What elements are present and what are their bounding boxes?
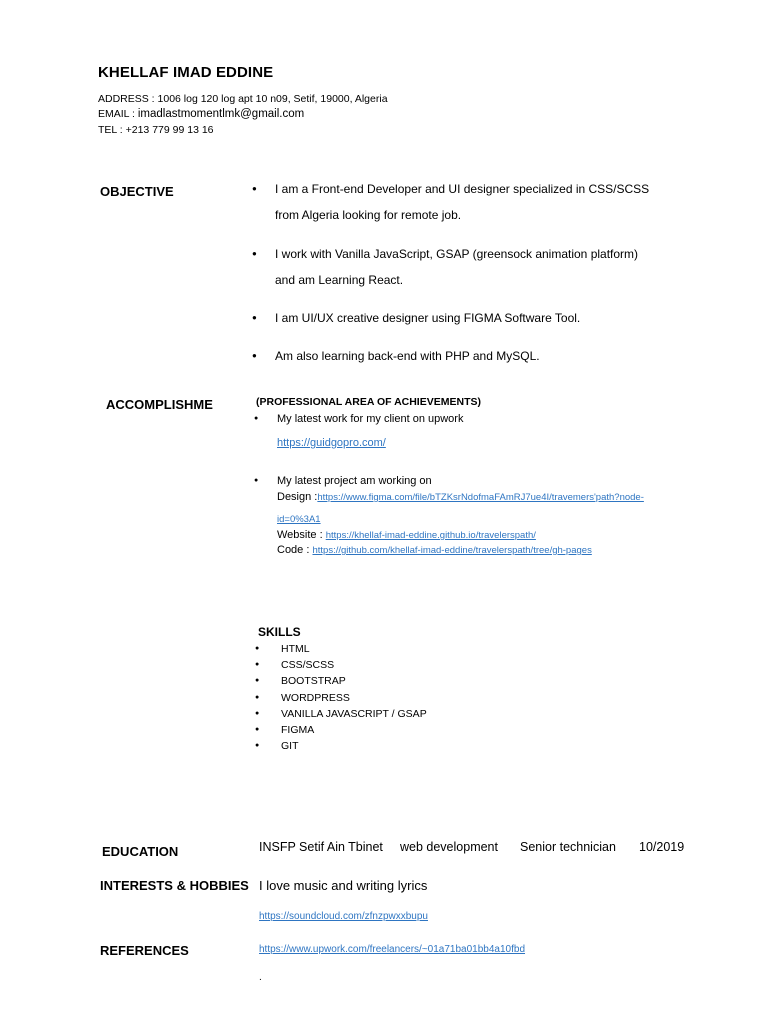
skill-item <box>255 643 455 659</box>
skill-item <box>255 692 455 708</box>
skill-item <box>255 675 455 691</box>
address-value: 1006 log 120 log apt 10 n09, Setif, 19000, Algeria <box>157 93 388 105</box>
bullet-icon: ● <box>255 645 260 652</box>
bullet-icon: ● <box>252 351 257 360</box>
bullet-icon: ● <box>255 726 260 733</box>
skill-item <box>255 659 455 675</box>
education-school: INSFP Setif Ain Tbinet <box>259 840 383 854</box>
bullet-icon: ● <box>255 742 260 749</box>
objective-line: from Algeria looking for remote job. <box>275 208 462 222</box>
code-label: Code : <box>277 544 313 556</box>
skill-label: CSS/SCSS <box>281 659 335 671</box>
website-link[interactable]: https://khellaf-imad-eddine.github.io/travelerspath/ <box>325 530 536 541</box>
interests-text: I love music and writing lyrics <box>259 878 428 893</box>
objective-line: I am a Front-end Developer and UI designer specialized in CSS/SCSS <box>275 182 650 196</box>
interests-heading: INTERESTS & HOBBIES <box>100 878 249 893</box>
soundcloud-link[interactable]: https://soundcloud.com/zfnzpwxxbupu <box>259 911 428 922</box>
email-line <box>98 108 304 120</box>
email-value: imadlastmomentlmk@gmail.com <box>137 108 305 120</box>
education-heading: EDUCATION <box>102 844 179 859</box>
objective-item <box>252 241 702 293</box>
skill-item <box>255 708 475 724</box>
bullet-icon: ● <box>252 249 257 258</box>
tel-line <box>98 124 214 136</box>
upwork-link[interactable]: https://www.upwork.com/freelancers/~01a71ba01bb4a10fbd <box>259 944 526 955</box>
github-code-link[interactable]: https://github.com/khellaf-imad-eddine/travelerspath/tree/gh-pages <box>312 545 592 556</box>
trailing-dot: . <box>259 972 262 983</box>
accomplishment-text: My latest work for my client on upwork <box>277 413 464 425</box>
resume-name: KHELLAF IMAD EDDINE <box>98 64 274 81</box>
accomplishment-item <box>254 475 654 491</box>
accomplishments-subtitle: (PROFESSIONAL AREA OF ACHIEVEMENTS) <box>256 396 481 408</box>
skill-item <box>255 740 455 756</box>
skill-label: WORDPRESS <box>281 692 350 704</box>
website-label: Website : <box>277 529 326 541</box>
guidgopro-link[interactable]: https://guidgopro.com/ <box>277 437 386 449</box>
figma-design-link[interactable]: https://www.figma.com/file/bTZKsrNdofmaFAmRJ7ue4I/travemers'path?node- <box>317 492 644 503</box>
design-label: Design : <box>277 491 318 503</box>
objective-item <box>252 305 702 331</box>
website-line <box>277 529 536 541</box>
education-degree: Senior technician <box>520 840 616 854</box>
design-line <box>277 491 644 503</box>
objective-line: and am Learning React. <box>275 273 404 287</box>
skill-label: GIT <box>281 740 299 752</box>
skills-heading: SKILLS <box>258 625 301 639</box>
references-heading: REFERENCES <box>100 943 189 958</box>
figma-design-link-continued[interactable]: id=0%3A1 <box>277 514 321 525</box>
objective-line: I work with Vanilla JavaScript, GSAP (greensock animation platform) <box>275 247 639 261</box>
education-field: web development <box>400 840 498 854</box>
bullet-icon: ● <box>254 415 259 422</box>
skill-label: HTML <box>281 643 310 655</box>
bullet-icon: ● <box>255 694 260 701</box>
education-date: 10/2019 <box>639 840 685 854</box>
bullet-icon: ● <box>255 661 260 668</box>
code-line <box>277 544 592 556</box>
skill-item <box>255 724 455 740</box>
accomplishments-heading: ACCOMPLISHME <box>106 397 213 412</box>
bullet-icon: ● <box>252 184 257 193</box>
bullet-icon: ● <box>254 477 259 484</box>
accomplishment-text: My latest project am working on <box>277 475 432 487</box>
skill-label: FIGMA <box>281 724 315 736</box>
bullet-icon: ● <box>252 313 257 322</box>
objective-line: Am also learning back-end with PHP and MySQL. <box>275 349 540 363</box>
bullet-icon: ● <box>255 710 260 717</box>
email-label: EMAIL : <box>98 108 138 120</box>
accomplishment-item <box>254 413 654 429</box>
objective-item <box>252 176 702 228</box>
skill-label: BOOTSTRAP <box>281 675 346 687</box>
objective-line: I am UI/UX creative designer using FIGMA Software Tool. <box>275 311 581 325</box>
objective-heading: OBJECTIVE <box>100 184 174 199</box>
address-label: ADDRESS : <box>98 93 158 105</box>
skill-label: VANILLA JAVASCRIPT / GSAP <box>281 708 427 720</box>
tel-value: +213 779 99 13 16 <box>125 124 214 136</box>
bullet-icon: ● <box>255 677 260 684</box>
objective-item <box>252 343 702 369</box>
address-line <box>98 93 388 105</box>
tel-label: TEL : <box>98 124 126 136</box>
